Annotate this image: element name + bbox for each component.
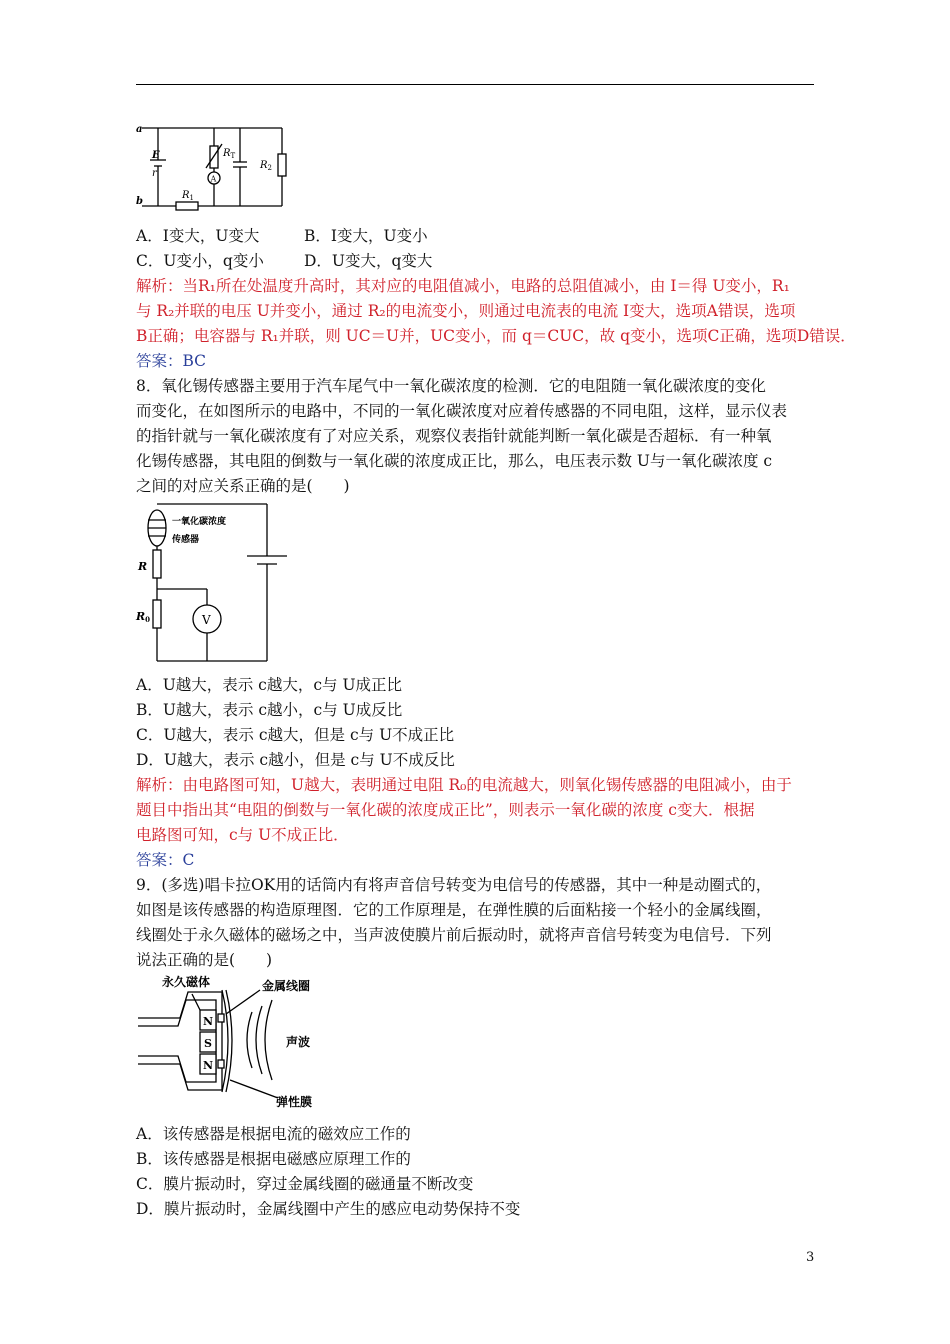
q9-stem-line-3: 线圈处于永久磁体的磁场之中，当声波使膜片前后振动时，就将声音信号转变为电信号．下列 <box>136 926 772 944</box>
r2-label: $R_2$ <box>260 160 272 172</box>
q7-options-row-1 <box>136 226 428 246</box>
node-b-label: b <box>136 196 143 207</box>
q8-stem-line-3: 的指针就与一氧化碳浓度有了对应关系，观察仪表指针就能判断一氧化碳是否超标．有一种氧 <box>136 427 772 445</box>
voltmeter-label: V <box>202 613 211 627</box>
q8-option-b: B．U越大，表示 c越小，c与 U成反比 <box>136 701 403 719</box>
page-number: 3 <box>806 1250 815 1265</box>
q9-stem-line-2: 如图是该传感器的构造原理图．它的工作原理是，在弹性膜的后面粘接一个轻小的金属线圈， <box>136 901 772 919</box>
q7-options-row-2 <box>136 251 432 271</box>
sensor-label-line-1: 一氧化碳浓度 <box>172 517 227 527</box>
q8-option-a: A．U越大，表示 c越大，c与 U成正比 <box>136 676 403 694</box>
q9-option-b: B．该传感器是根据电磁感应原理工作的 <box>136 1150 411 1168</box>
magnet-pole-s: S <box>204 1037 212 1050</box>
q8-analysis-line-2: 题目中指出其“电阻的倒数与一氧化碳的浓度成正比”，则表示一氧化碳的浓度 c变大．根据 <box>136 801 755 819</box>
microphone-diagram-q9 <box>130 970 330 1110</box>
header-rule <box>136 84 814 85</box>
q8-option-c: C．U越大，表示 c越大，但是 c与 U不成正比 <box>136 726 455 744</box>
membrane-label: 弹性膜 <box>276 1095 313 1109</box>
q7-option-a: A．I变大，U变大 <box>136 227 260 245</box>
circuit-diagram-q7 <box>130 118 300 218</box>
sound-wave-label: 声波 <box>286 1035 311 1049</box>
internal-resistance-label: r <box>152 168 157 179</box>
q9-option-c: C．膜片振动时，穿过金属线圈的磁通量不断改变 <box>136 1175 474 1193</box>
magnet-pole-n-top: N <box>203 1015 214 1028</box>
magnet-pole-n-bottom: N <box>203 1059 214 1072</box>
q7-option-c: C．U变小，q变小 <box>136 252 264 270</box>
q8-answer: 答案：C <box>136 851 195 869</box>
thermistor-label: $R_T$ <box>223 148 236 160</box>
emf-label: E <box>152 150 160 161</box>
q9-stem-line-1: 9．(多选)唱卡拉OK用的话筒内有将声音信号转变为电信号的传感器，其中一种是动圈式的， <box>136 876 772 894</box>
q9-stem-line-4: 说法正确的是( ) <box>136 951 273 969</box>
q8-option-d: D．U越大，表示 c越小，但是 c与 U不成反比 <box>136 751 455 769</box>
resistor-r0-label: R0 <box>136 610 151 624</box>
q8-stem-line-4: 化锡传感器，其电阻的倒数与一氧化碳的浓度成正比，那么，电压表示数 U与一氧化碳浓度 c <box>136 452 773 470</box>
sensor-label-line-2: 传感器 <box>172 535 200 545</box>
q7-answer: 答案：BC <box>136 352 207 370</box>
circuit-diagram-q8 <box>130 498 290 668</box>
q7-option-b: B．I变大，U变小 <box>304 227 428 245</box>
q7-analysis-line-3: B正确；电容器与 R₁并联，则 UC＝U并，UC变小，而 q＝CUC，故 q变小，选项C正确，选项D错误． <box>136 327 856 345</box>
ammeter-label: A <box>210 174 217 184</box>
q7-analysis-line-1: 解析：当R₁所在处温度升高时，其对应的电阻值减小，电路的总阻值减小，由 I＝得 U变小，R₁ <box>136 277 790 295</box>
q8-stem-line-2: 而变化，在如图所示的电路中，不同的一氧化碳浓度对应着传感器的不同电阻，这样，显示仪表 <box>136 402 788 420</box>
q8-stem-line-1: 8．氧化锡传感器主要用于汽车尾气中一氧化碳浓度的检测．它的电阻随一氧化碳浓度的变化 <box>136 377 766 395</box>
q8-analysis-line-1: 解析：由电路图可知，U越大，表明通过电阻 R₀的电流越大，则氧化锡传感器的电阻减小，由于 <box>136 776 792 794</box>
node-a-label: a <box>136 124 143 135</box>
q9-option-a: A．该传感器是根据电流的磁效应工作的 <box>136 1125 411 1143</box>
q7-analysis-line-2: 与 R₂并联的电压 U并变小，通过 R₂的电流变小，则通过电流表的电流 I变大，选项A错误，选项 <box>136 302 796 320</box>
q7-option-d: D．U变大，q变大 <box>304 252 433 270</box>
q8-stem-line-5: 之间的对应关系正确的是( ) <box>136 477 350 495</box>
magnet-label: 永久磁体 <box>162 975 211 989</box>
r1-label: $R_1$ <box>182 190 194 202</box>
resistor-r-label: R <box>138 560 148 573</box>
q9-option-d: D．膜片振动时，金属线圈中产生的感应电动势保持不变 <box>136 1200 521 1218</box>
q8-analysis-line-3: 电路图可知，c与 U不成正比． <box>136 826 349 844</box>
coil-label: 金属线圈 <box>262 979 311 993</box>
